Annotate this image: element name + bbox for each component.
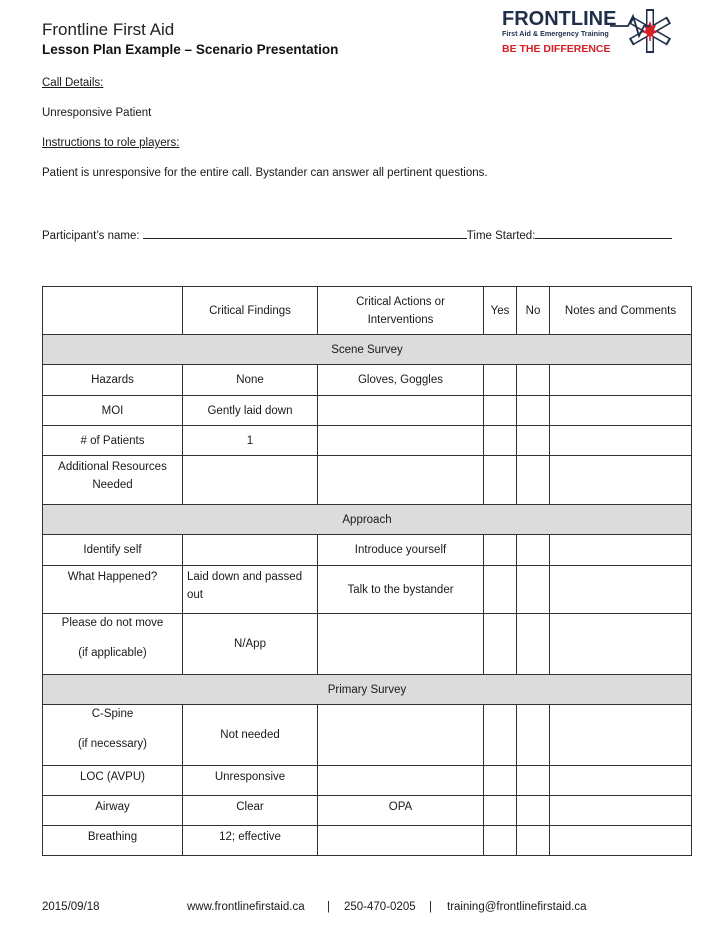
document-title: Frontline First Aid <box>42 20 175 39</box>
row-label-cell: # of Patients <box>43 426 183 456</box>
table-row <box>43 456 692 505</box>
yes-checkbox-cell[interactable] <box>484 566 517 614</box>
critical-finding-cell: Gently laid down <box>183 396 318 426</box>
instructions-value: Patient is unresponsive for the entire call. Bystander can answer all pertinent questions. <box>42 167 488 179</box>
notes-cell[interactable] <box>550 456 692 505</box>
table-row <box>43 396 692 426</box>
row-label-cell: Identify self <box>43 535 183 566</box>
column-header: Yes <box>484 287 517 335</box>
notes-cell[interactable] <box>550 535 692 566</box>
table-row <box>43 566 692 614</box>
column-header: Critical Actions or Interventions <box>318 287 484 335</box>
row-label-cell: What Happened? <box>43 566 183 614</box>
row-label-cell: Hazards <box>43 365 183 396</box>
critical-action-cell <box>318 826 484 856</box>
critical-finding-cell <box>183 456 318 505</box>
yes-checkbox-cell[interactable] <box>484 826 517 856</box>
call-details-label: Call Details: <box>42 77 104 89</box>
svg-text:BE THE DIFFERENCE: BE THE DIFFERENCE <box>502 43 611 55</box>
critical-action-cell <box>318 396 484 426</box>
table-row <box>43 826 692 856</box>
section-row <box>43 335 692 365</box>
no-checkbox-cell[interactable] <box>517 614 550 675</box>
critical-finding-cell: Unresponsive <box>183 766 318 796</box>
column-header <box>43 287 183 335</box>
row-label-cell: Please do not move (if applicable) <box>43 614 183 675</box>
no-checkbox-cell[interactable] <box>517 456 550 505</box>
svg-text:First Aid & Emergency Training: First Aid & Emergency Training <box>502 29 609 38</box>
lesson-plan-table <box>42 286 692 856</box>
critical-finding-cell <box>183 535 318 566</box>
yes-checkbox-cell[interactable] <box>484 705 517 766</box>
document-subtitle: Lesson Plan Example – Scenario Presentation <box>42 42 339 57</box>
section-title: Approach <box>43 505 692 535</box>
yes-checkbox-cell[interactable] <box>484 396 517 426</box>
section-title: Primary Survey <box>43 675 692 705</box>
footer-separator: | <box>327 901 330 913</box>
notes-cell[interactable] <box>550 426 692 456</box>
row-label-cell: Airway <box>43 796 183 826</box>
section-row <box>43 675 692 705</box>
time-started-label: Time Started: <box>466 230 536 242</box>
row-label-cell: C-Spine (if necessary) <box>43 705 183 766</box>
row-label-cell: Breathing <box>43 826 183 856</box>
no-checkbox-cell[interactable] <box>517 826 550 856</box>
critical-action-cell: OPA <box>318 796 484 826</box>
row-label-cell: MOI <box>43 396 183 426</box>
critical-finding-cell: None <box>183 365 318 396</box>
critical-action-cell <box>318 705 484 766</box>
table-row <box>43 766 692 796</box>
critical-action-cell <box>318 426 484 456</box>
critical-action-cell: Talk to the bystander <box>318 566 484 614</box>
participant-line <box>42 228 672 242</box>
svg-text:FRONTLINE: FRONTLINE <box>502 8 617 30</box>
critical-action-cell: Introduce yourself <box>318 535 484 566</box>
instructions-label: Instructions to role players: <box>42 137 180 149</box>
yes-checkbox-cell[interactable] <box>484 426 517 456</box>
notes-cell[interactable] <box>550 396 692 426</box>
no-checkbox-cell[interactable] <box>517 705 550 766</box>
star-of-life-icon <box>629 9 671 53</box>
column-header: Notes and Comments <box>550 287 692 335</box>
critical-finding-cell: Clear <box>183 796 318 826</box>
frontline-logo <box>500 6 676 58</box>
footer-website[interactable]: www.frontlinefirstaid.ca <box>187 901 305 913</box>
critical-action-cell <box>318 766 484 796</box>
no-checkbox-cell[interactable] <box>517 365 550 396</box>
yes-checkbox-cell[interactable] <box>484 796 517 826</box>
table-row <box>43 705 692 766</box>
table-row <box>43 535 692 566</box>
section-title: Scene Survey <box>43 335 692 365</box>
column-header: No <box>517 287 550 335</box>
notes-cell[interactable] <box>550 566 692 614</box>
row-label-cell: Additional Resources Needed <box>43 456 183 505</box>
yes-checkbox-cell[interactable] <box>484 614 517 675</box>
no-checkbox-cell[interactable] <box>517 766 550 796</box>
no-checkbox-cell[interactable] <box>517 426 550 456</box>
notes-cell[interactable] <box>550 826 692 856</box>
footer-date: 2015/09/18 <box>42 901 100 913</box>
row-label-cell: LOC (AVPU) <box>43 766 183 796</box>
table-row <box>43 426 692 456</box>
table-header-row <box>43 287 692 335</box>
yes-checkbox-cell[interactable] <box>484 456 517 505</box>
yes-checkbox-cell[interactable] <box>484 365 517 396</box>
participant-name-label: Participant’s name: <box>42 230 140 242</box>
critical-finding-cell: Laid down and passed out <box>183 566 318 614</box>
call-details-value: Unresponsive Patient <box>42 107 152 119</box>
yes-checkbox-cell[interactable] <box>484 766 517 796</box>
critical-action-cell <box>318 456 484 505</box>
critical-action-cell <box>318 614 484 675</box>
no-checkbox-cell[interactable] <box>517 535 550 566</box>
critical-finding-cell: 1 <box>183 426 318 456</box>
no-checkbox-cell[interactable] <box>517 396 550 426</box>
critical-action-cell: Gloves, Goggles <box>318 365 484 396</box>
no-checkbox-cell[interactable] <box>517 566 550 614</box>
notes-cell[interactable] <box>550 365 692 396</box>
footer-email[interactable]: training@frontlinefirstaid.ca <box>447 901 587 913</box>
footer-phone: 250-470-0205 <box>344 901 416 913</box>
table-row <box>43 796 692 826</box>
notes-cell[interactable] <box>550 614 692 675</box>
yes-checkbox-cell[interactable] <box>484 535 517 566</box>
table-row <box>43 365 692 396</box>
critical-finding-cell: N/App <box>183 614 318 675</box>
table-row <box>43 614 692 675</box>
time-started-field[interactable] <box>535 228 672 239</box>
notes-cell[interactable] <box>550 766 692 796</box>
notes-cell[interactable] <box>550 705 692 766</box>
participant-name-field[interactable] <box>143 228 467 239</box>
no-checkbox-cell[interactable] <box>517 796 550 826</box>
column-header: Critical Findings <box>183 287 318 335</box>
notes-cell[interactable] <box>550 796 692 826</box>
critical-finding-cell: 12; effective <box>183 826 318 856</box>
section-row <box>43 505 692 535</box>
critical-finding-cell: Not needed <box>183 705 318 766</box>
footer-separator: | <box>429 901 432 913</box>
